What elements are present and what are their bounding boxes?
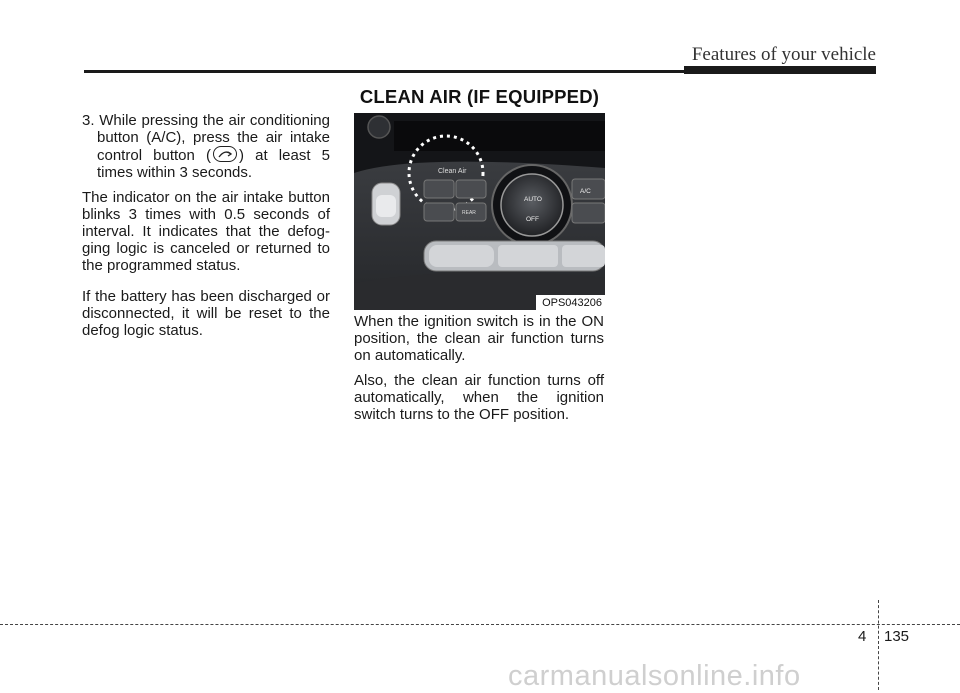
footer-divider (878, 600, 879, 690)
clean-air-label: Clean Air (438, 168, 467, 175)
indicator-paragraph: The indicator on the air intake button blinks 3 times with 0.5 seconds of interval. It indicates that the defog-ging logic is canceled or returned to the programmed status. (82, 189, 330, 274)
air-intake-icon (213, 146, 237, 162)
ac-label: A/C (580, 188, 591, 195)
ignition-off-paragraph: Also, the clean air function turns off automatically, when the ignition switch turns to the OFF position. (354, 372, 604, 423)
right-column (354, 313, 604, 431)
left-column (82, 112, 330, 347)
off-label: OFF (526, 216, 539, 223)
header-rule (84, 70, 684, 73)
figure-code: OPS043206 (536, 295, 605, 310)
footer-rule (0, 624, 960, 625)
step-3 (82, 112, 330, 181)
chapter-number: 4 (858, 628, 867, 645)
header-title: Features of your vehicle (691, 44, 876, 65)
battery-paragraph: If the battery has been discharged or disconnected, it will be reset to the defog logic status. (82, 288, 330, 339)
page-number: 135 (884, 628, 910, 645)
auto-label: AUTO (524, 196, 542, 203)
header-rule-accent (684, 66, 876, 74)
step-3-text-end: ) at least 5 times within 3 seconds. (97, 147, 330, 181)
climate-control-photo (354, 113, 605, 310)
section-title: CLEAN AIR (IF EQUIPPED) (359, 86, 600, 107)
watermark: carmanualsonline.info (508, 660, 801, 692)
rear-label: REAR (462, 210, 476, 216)
ignition-on-paragraph: When the ignition switch is in the ON position, the clean air function turns on automatically. (354, 313, 604, 364)
step-3-text-start: 3. While pressing the air conditioning button (A/C), press the air intake control button ( (82, 112, 330, 164)
